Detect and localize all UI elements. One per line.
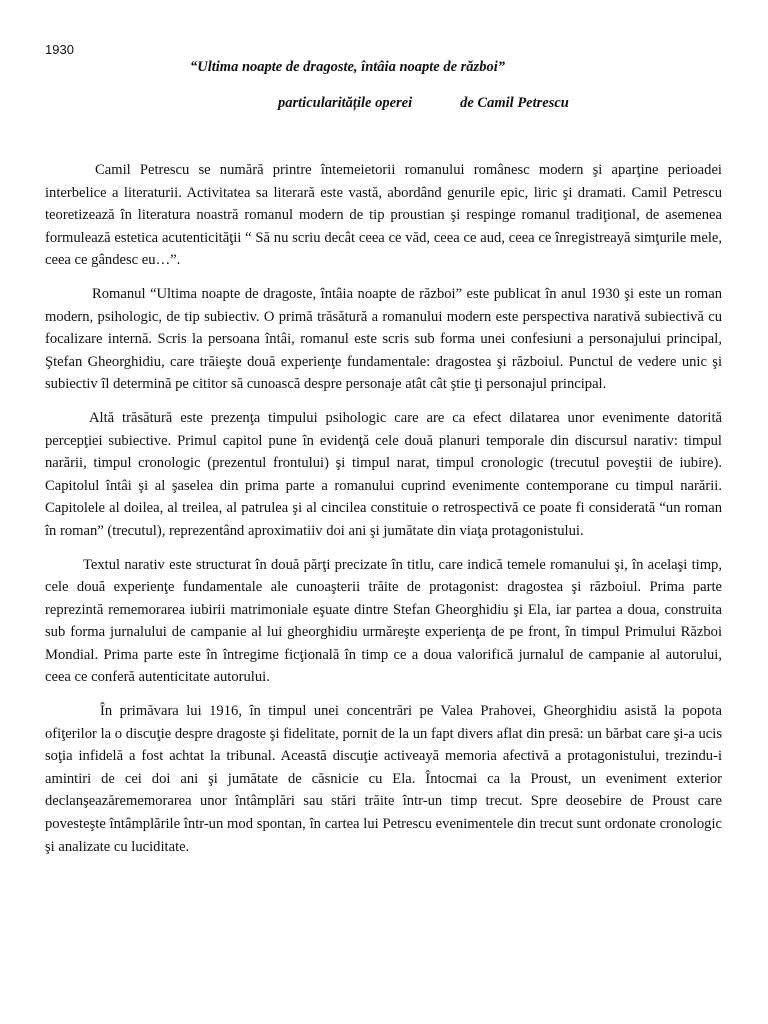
paragraph-structure: Textul narativ este structurat în două părţi precizate în titlu, care indică temele romanului şi, în acelaşi timp, cele două experienţe fundamentale ale cunoaşterii trăite de protagonist: dragostea şi războiul. Prima parte reprezintă rememorarea iubirii matrimoniale eşuate dintre Stefan Gheorghidiu şi Ela, iar partea a doua, construita sub forma jurnalului de campanie al lui gheorghidiu urmăreşte experienţa de pe front, în timpul Primului Război Mondial. Prima parte este în întregime ficţională în timp ce a doua valorifică jurnalul de campanie al autorului, ceea ce conferă autenticitate autorului. [45,556,722,686]
year-label: 1930 [45,42,74,57]
subtitle-topic: particularitățile operei [278,95,413,111]
document-title: “Ultima noapte de dragoste, întâia noapte de război” [190,59,505,75]
subtitle-author: de Camil Petrescu [460,95,569,111]
paragraph-perspective: Romanul “Ultima noapte de dragoste, întâia noapte de război” este publicat în anul 1930 şi este un roman modern, psihologic, de tip subiectiv. O primă trăsătură a romanului modern este perspectiva narativă subiectivă cu focalizare internă. Scris la persoana întâi, romanul este scris sub forma unei confesiuni a personajului principal, Ştefan Gheorghidiu, care trăieşte două experienţe fundamentale: dragostea şi războiul. Punctul de vedere unic şi subiectiv îl determină pe cititor să cunoască despre personaje atât cât ştie ţi personajul principal. [45,285,722,393]
paragraph-time: Altă trăsătură este prezenţa timpului psihologic care are ca efect dilatarea unor evenimente datorită percepţiei subiective. Primul capitol pune în evidenţă cele două planuri temporale din discursul narativ: timpul narării, timpul cronologic (prezentul frontului) şi timpul narat, timpul cronologic (trecutul poveştii de iubire). Capitolul întâi şi al şaselea din prima parte a romanului cuprind evenimente contemporane cu timpul narării. Capitolele al doilea, al treilea, al patrulea şi al cincilea constituie o retrospectivă ce poate fi considerată “un roman în roman” (trecutul), reprezentând aproximatiiv doi ani şi jumătate din viaţa protagonistului. [45,409,722,539]
paragraph-incipit: În primăvara lui 1916, în timpul unei concentrări pe Valea Prahovei, Gheorghidiu asistă la popota ofiţerilor la o discuţie despre dragoste şi fidelitate, pornit de la un fapt divers aflat din presă: un bărbat care şi-a ucis soţia infidelă a fost achtat la tribunal. Această discuţie activeayă memoria afectivă a protagonistului, trezindu-i amintiri de cei doi ani şi jumătate de căsnicie cu Ela. Întocmai ca la Proust, un eveniment exterior declanşeazărememorarea unor întâmplări sau stări trăite într-un timp trecut. Spre deosebire de Proust care povesteşte întâmplările într-un mod spontan, în cartea lui Petrescu evenimentele din trecut sunt ordonate cronologic şi analizate cu luciditate. [45,703,722,855]
document-body [45,159,722,869]
document-subtitle [278,94,569,112]
paragraph-intro: Camil Petrescu se numără printre întemeietorii romanului românesc modern şi aparţine perioadei interbelice a literaturii. Activitatea sa literară este vastă, abordând genurile epic, liric şi dramati. Camil Petrescu teoretizează în literatura noastră romanul modern de tip proustian şi respinge romanul tradiţional, de asemenea formulează estetica acutenticităţii “ Să nu scriu decât ceea ce văd, ceea ce aud, ceea ce înregistreayă simţurile mele, ceea ce gândesc eu…”. [45,162,722,269]
